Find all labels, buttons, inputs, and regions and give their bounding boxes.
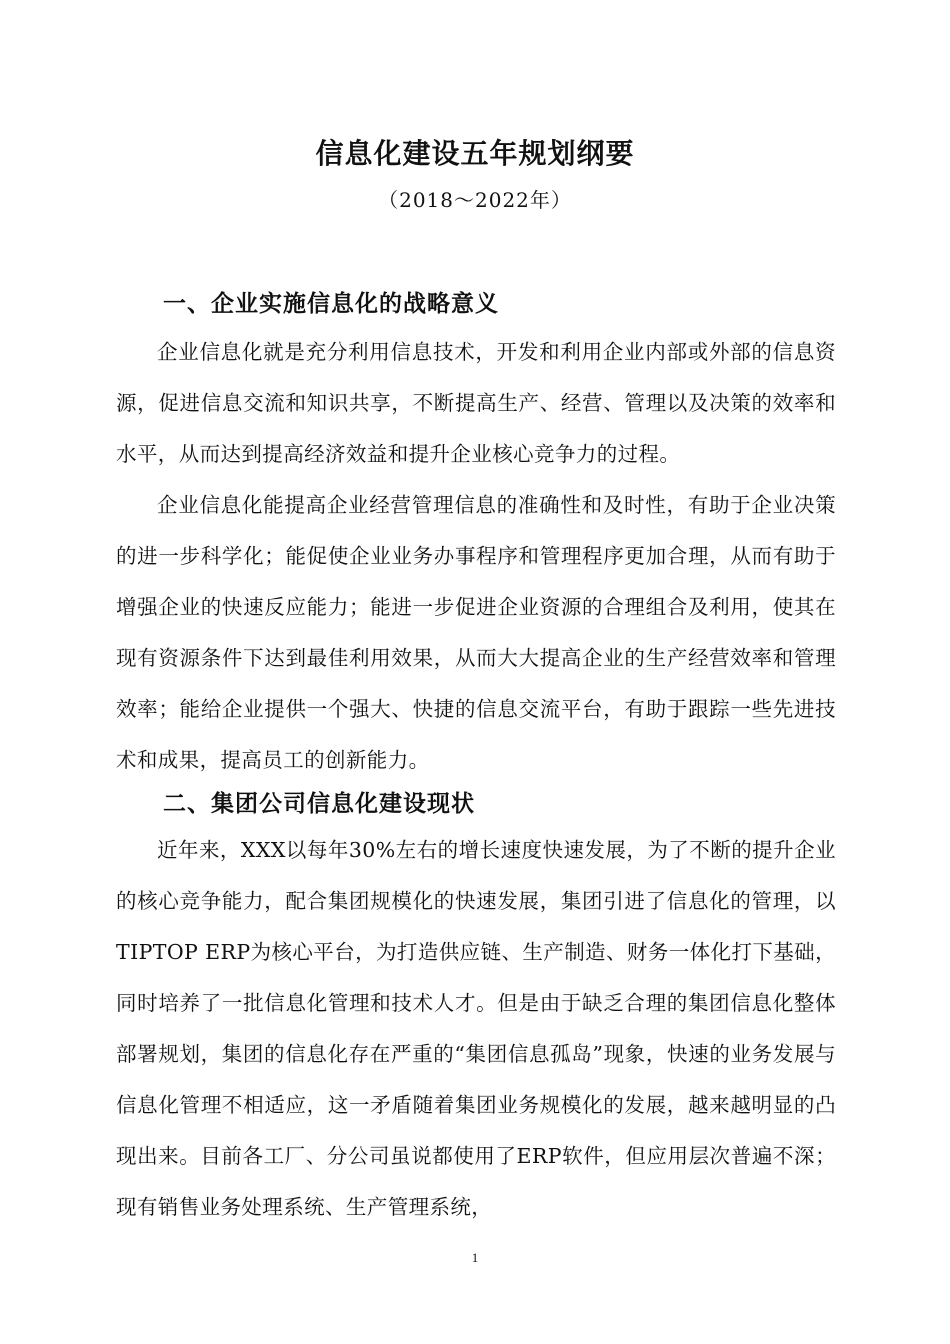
page-number: 1 — [471, 1250, 479, 1265]
section-1-paragraph-1: 企业信息化就是充分利用信息技术，开发和利用企业内部或外部的信息资源，促进信息交流和知识共享，不断提高生产、经营、管理以及决策的效率和水平，从而达到提高经济效益和提升企业核心竞争力的过程。 — [116, 340, 836, 466]
section-1-paragraph-2: 企业信息化能提高企业经营管理信息的准确性和及时性，有助于企业决策的进一步科学化；能促使企业业务办事程序和管理程序更加合理，从而有助于增强企业的快速反应能力；能进一步促进企业资源的合理组合及利用，使其在现有资源条件下达到最佳利用效果，从而大大提高企业的生产经营效率和管理效率；能给企业提供一个强大、快捷的信息交流平台，有助于跟踪一些先进技术和成果，提高员工的创新能力。 — [116, 493, 836, 772]
section-heading-1: 一、企业实施信息化的战略意义 — [163, 291, 499, 317]
document-subtitle: （2018～2022年） — [378, 188, 572, 212]
section-heading-2: 二、集团公司信息化建设现状 — [163, 791, 475, 817]
section-2-paragraph-1: 近年来，XXX以每年30%左右的增长速度快速发展，为了不断的提升企业的核心竞争能力，配合集团规模化的快速发展，集团引进了信息化的管理，以TIPTOP ERP为核心平台，为打造供应链、生产制造、财务一体化打下基础，同时培养了一批信息化管理和技术人才。但是由于缺乏合理的集团信息化整体部署规划，集团的信息化存在严重的“集团信息孤岛”现象，快速的业务发展与信息化管理不相适应，这一矛盾随着集团业务规模化的发展，越来越明显的凸现出来。目前各工厂、分公司虽说都使用了ERP软件，但应用层次普遍不深；现有销售业务处理系统、生产管理系统， — [116, 838, 836, 1219]
document-title: 信息化建设五年规划纲要 — [315, 137, 635, 170]
